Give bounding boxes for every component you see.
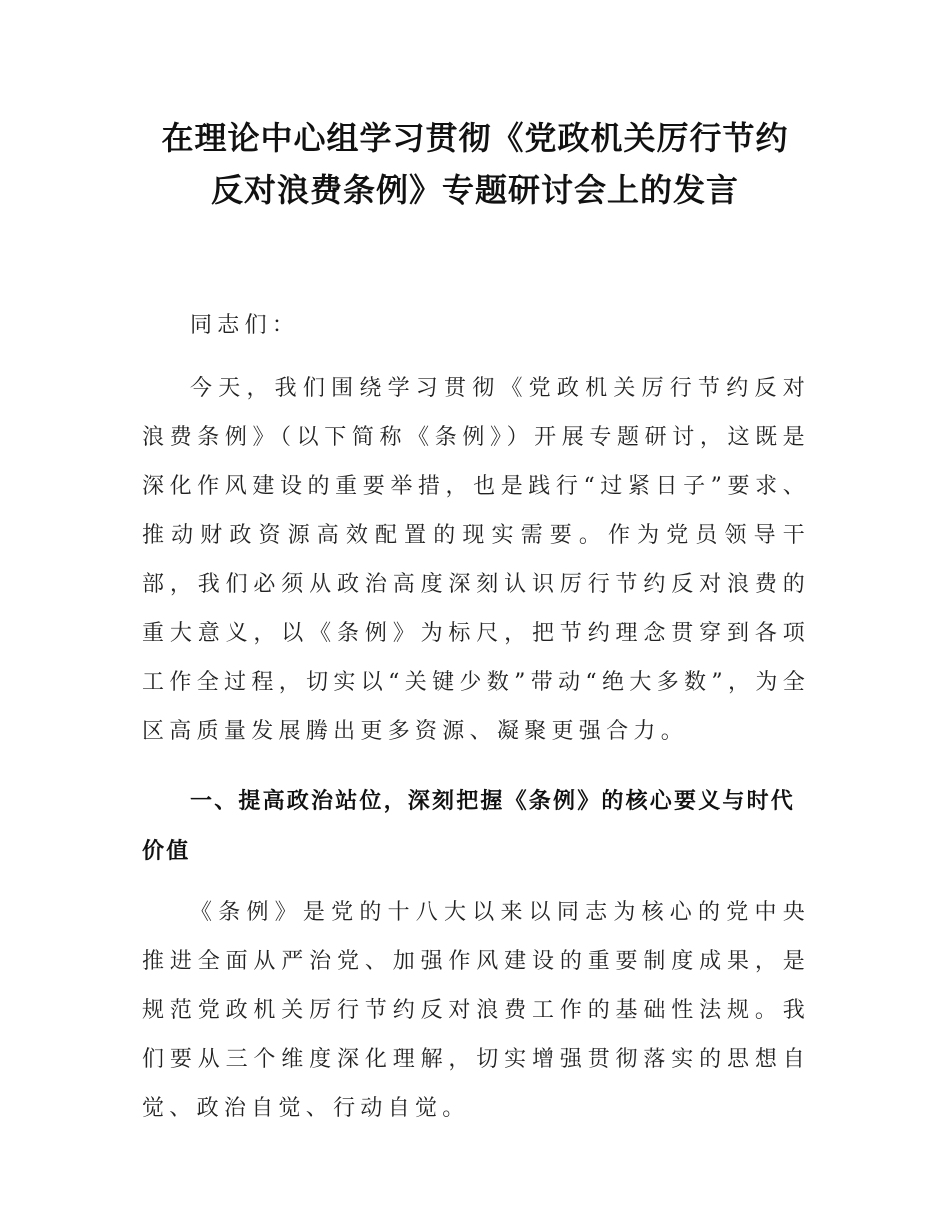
paragraph-section-1: 《条例》是党的十八大以来以同志为核心的党中央推进全面从严治党、加强作风建设的重要制度成果，是规范党政机关厉行节约反对浪费工作的基础性法规。我们要从三个维度深化理解，切实增强贯彻落实的思想自觉、政治自觉、行动自觉。 — [142, 900, 810, 1121]
paragraph-intro: 今天，我们围绕学习贯彻《党政机关厉行节约反对浪费条例》（以下简称《条例》）开展专题研讨，这既是深化作风建设的重要举措，也是践行“过紧日子”要求、推动财政资源高效配置的现实需要。作为党员领导干部，我们必须从政治高度深刻认识厉行节约反对浪费的重大意义，以《条例》为标尺，把节约理念贯穿到各项工作全过程，切实以“关键少数”带动“绝大多数”，为全区高质量发展腾出更多资源、凝聚更强合力。 — [142, 376, 810, 744]
title-line-1: 在理论中心组学习贯彻《党政机关厉行节约 — [161, 119, 789, 157]
salutation: 同志们： — [190, 313, 300, 338]
document-title — [100, 112, 850, 216]
title-line-2: 反对浪费条例》专题研讨会上的发言 — [210, 171, 739, 209]
section-heading-1: 一、提高政治站位，深刻把握《条例》的核心要义与时代价值 — [142, 789, 796, 864]
